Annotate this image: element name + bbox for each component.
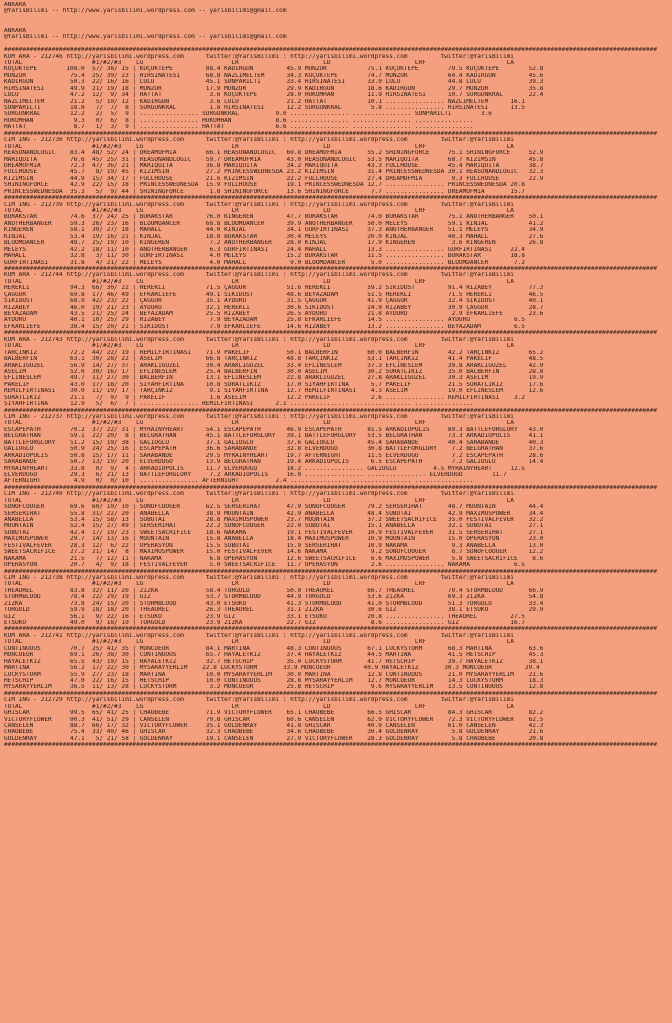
table-row: BEYAZADAM 43.5 21/ 25/ 24 | BEYAZADAM 25.5 RIZABEY 26.5 AYDURU 21.8 AYDURU 2.9 EFKARLIEFE 23.6 [4,311,544,317]
column-header: TOTAL #1/#2/#3 LG LR LD LRF LA [4,343,514,350]
table-row: MOUNTAIN 52.4 15/ 27/ 49 | SERSERIHAT 22.2 SONOFCOOGER 22.0 SUBUTAI 15.1 ANABELLA 32.1 SUBUTAI 27.1 [4,523,544,530]
table-row: PAKELIF 43.0 17/ 18/ 20 | SIYAHFIRTINA 10.8 SÜRATLIKIZ 17.0 SIYAHFIRTINA 5.7 PAKELIF 21.5 SÜRATLIKIZ 17.6 [4,381,544,388]
table-row: MELEYS 42.2 18/ 11/ 10 | ANOTHERBANGER 6.3 GÜRFIRTINASI 24.4 MAHALL 13.3 ................ GÜRFIRTINASI 22.4 [4,246,525,253]
column-header: TOTAL #1/#2/#3 LG LR LD LRF LA [4,497,514,504]
table-row: CONTINUOUS 70.7 25/ 41/ 35 | MONCOEUR 84.1 MARTINA 48.3 CONTINUOUS 67.1 LUCKYSTORM 68.3 MARTINA 63.6 [4,645,544,652]
table-row: CANSELEN 88.7 66/ 17/ 32 | VICTORYFLOWER 35.1 GOLDENRAY 41.8 GHISCAR 40.9 CANSELEN 61.0 CANSELEN 42.3 [4,723,544,729]
column-header: TOTAL #1/#2/#3 LG LR LD LRF LA [4,208,514,214]
table-row: GOLDENRAY 47.1 5/ 21/ 58 | GOLDENRAY 19.1 CANSELEN 27.0 VICTORYFLOWER 28.3 GOLDENRAY 5.8 CHAOBEBE 20.8 [4,735,544,742]
race-title: CIM ING - 212739 http://yarisbilimi.wordpress.com twitter:@YarisBilimi : http://yarisbilimi.wordpress.com twitter:@YarisBilimi [4,201,514,208]
column-header: TOTAL #1/#2/#3 LG LR LD LRF LA [4,581,514,588]
race-title: KUM ARA - 212744 http://yarisbilimi.wordpress.com twitter:@YarisBilimi : http://yarisbilimi.wordpress.com twitter:@YarisBilimi [4,272,514,279]
table-row: SUBUTAI 42.4 17/ 19/ 23 | SWEETSACRIFICE 18.6 NAKAMA 19.1 FESTIVALFEVER 10.9 FESTIVALFEVER 31.5 SERSERIHAT 27.1 [4,529,544,536]
table-row: GHISCAR 99.5 65/ 41/ 25 | CHAOBEBE 71.9 VICTORYFLOWER 65.1 CHAOBEBE 66.5 GHISCAR 84.3 GHISCAR 82.2 [4,710,544,717]
table-row: STORMBLOOD 78.4 22/ 29/ 19 | GIZ 53.7 STORMBLOOD 44.9 TORGOLD 53.6 ZIZKA 69.3 ZIZKA 54.8 [4,594,544,601]
table-row: HATTAT 8.7 1/ 3/ 9 | ................ HATTAT 6.6 ................ ................ ................ [4,124,474,131]
table-row: SIYAHFIRTINA 12.9 5/ 6/ 7 | ................ REMILFIRTINASI 2.1 ................ ................ ................ [4,401,474,408]
table-row: BATTLEFORGLORY 51.2 15/ 19/ 38 | GALIOGLU 37.1 GALIOGLU 37.6 GALIOGLU 45.4 SARABANDE 40.4 SARABANDE 40.3 [4,439,544,446]
separator-line: ################################################################################################################################################################################## [4,484,658,491]
table-row: EFKARLIEFE 38.4 15/ 20/ 21 | SIKIDOST 7.9 EFKARLIEFE 14.6 RIZABEY 13.2 ................ BEYAZADAM 6.5 [4,323,525,330]
separator-line: ################################################################################################################################################################################## [4,265,658,272]
table-row: SONPARILTI 18.8 7/ 7/ 8 | SÜRGÜNKRAL 1.8 HIRSINATESI 12.2 SÜRGÜNKRAL 5.8 ................ HIRSINATESI 13.5 [4,105,525,111]
table-row: BURAKSTAR 74.6 37/ 24/ 25 | BURAKSTAR 76.0 KINGEREN 47.7 BURAKSTAR 74.0 BURAKSTAR 75.1 ANOTHERBANGER 50.1 [4,214,544,221]
table-row: TORGOLD 59.9 18/ 18/ 20 | THEAUREL 26.3 THEAUREL 31.1 ZIZKA 30.6 GIZ 38.1 ETSUKO 29.9 [4,607,544,614]
column-header: TOTAL #1/#2/#3 LG LR LD LRF LA [4,703,514,710]
table-row: HIRSINATESI 49.9 21/ 19/ 18 | MUNZUR 17.9 MUNZUR 29.9 KADIRGÜN 18.6 KADIRGÜN 29.7 MUNZUR 35.8 [4,85,544,92]
table-row: ANABELLA 53.4 15/ 58/ 13 | SUBUTAI 28.8 MAXIMUSPOWER 23.7 MOUNTAIN 37.2 SWEETSACRIFICE 35.0 FESTIVALFEVER 32.2 [4,517,544,523]
separator-line: ################################################################################################################################################################################## [4,690,658,697]
column-header: TOTAL #1/#2/#3 LG LR LD LRF LA [4,143,514,150]
separator-line: ################################################################################################################################################################################## [4,195,658,202]
race-title: CIM ING - 212740 http://yarisbilimi.wordpress.com twitter:@YarisBilimi : http://yarisbilimi.wordpress.com twitter:@YarisBilimi [4,491,514,498]
table-row: SÜRATLIKIZ 21.1 7/ 9/ 9 | PAKELIF 1.6 ASELIM 12.2 PAKELIF 2.6 ................ REMILFIRTINASI 3.2 [4,394,525,401]
header-line: ANKARA [4,2,27,8]
table-row: DREAMOFMIA 72.3 47/ 36/ 21 | MARIQUITA 36.8 MARIQUITA 34.2 MARIQUITA 43.3 FULLHOUSE 45.4 MARIQUITA 38.7 [4,162,544,169]
table-row: LULU 47.2 12/ 9/ 34 | HATTAT 3.6 KÜÇÜKTEPE 28.0 HÜKÜMHAN 11.9 HIRSINATESI 10.7 SÜRGÜNKRAL 22.4 [4,92,544,99]
table-row: ZIZKA 73.8 24/ 15/ 20 | STORMBLOOD 43.0 ETSUKO 41.3 STORMBLOOD 41.0 STORMBLOOD 51.3 TORGOLD 33.4 [4,600,544,607]
table-row: FESTIVALFEVER 28.3 12/ 6/ 22 | OPERASYON 15.5 SUBUTAI 15.9 SERSERIHAT 10.9 NAKAMA 9.3 ANABELLA 13.0 [4,542,544,549]
table-row: NAKAMA 21.5 7/ 12/ 11 | NAKAMA 6.8 OPERASYON 12.6 SWEETSACRIFICE 6.6 MAXIMUSPOWER 5.8 SWEETSACRIFICE 8.6 [4,555,544,562]
table-row: SONOFCOOGER 69.6 60/ 10/ 10 | SONOFCOOGER 62.5 SERSERIHAT 47.9 SONOFCOOGER 79.2 SERSERIHAT 48.7 MOUNTAIN 44.4 [4,504,544,511]
text-document [4,2,670,749]
separator-line: ################################################################################################################################################################################## [4,626,658,633]
table-row: KIZIMSIN 44.9 15/ 34/ 17 | FULLHOUSE 21.6 KIZIMSIN 22.2 FULLHOUSE 27.4 DREAMOFMIA 9.3 FULLHOUSE 22.9 [4,175,544,182]
table-row: SARABANDE 50.7 13/ 19/ 20 | ELVERDUGO 13.9 BELGRATHAN 19.4 ARKADIOPOLIS 6.5 ESCAPEPATH 7.2 GALIOGLU 14.4 [4,459,544,466]
header-line: @YarisBilimi -- http://www.yarisbilimi.wordpress.com -- yarisbilimi@gmail.com [4,34,287,41]
column-header: TOTAL #1/#2/#3 LG LR LD LRF LA [4,639,514,646]
table-row: SWEETSACRIFICE 27.2 21/ 14/ 8 | MAXIMUSPOWER 15.0 FESTIVALFEVER 14.6 NAKAMA 9.2 SONOFCOOGER 8.7 SONOFCOOGER 12.2 [4,549,544,556]
table-row: AFTERNIGHT 4.9 0/ 0/ 10 | ................ AFTERNIGHT 2.4 ................ ................ ................ [4,478,474,485]
table-row: MARTINA 56.2 17/ 22/ 30 | MYSARAYYERLIM 22.8 LUCKYSTORM 33.9 MONCOEUR 40.9 HAYALETKIZ 30.3 MONCOEUR 29.4 [4,665,540,672]
race-title: CIM ING - 212729 http://yarisbilimi.wordpress.com twitter:@YarisBilimi : http://yarisbilimi.wordpress.com twitter:@YarisBilimi [4,697,514,704]
table-row: MONCOEUR 69.1 26/ 38/ 30 | CONTINUOUS 65.7 HAYALETKIZ 37.4 HAYALETKIZ 44.5 MARTINA 41.5 HETSCHIP 45.3 [4,652,544,659]
separator-line: ################################################################################################################################################################################## [4,742,658,749]
table-row: REMILFIRTINASI 30.0 11/ 19/ 17 | TARÇINKIZ 9.1 SIYAHFIRTINA 12.7 REMILFIRTINASI 4.3 ASELIM 19.0 EFLINESLEM 12.6 [4,388,544,395]
table-row: CHAOBEBE 75.4 33/ 40/ 46 | GHISCAR 32.3 CHAOBEBE 34.6 CHAOBEBE 30.4 GOLDENRAY 5.8 GOLDENRAY 21.6 [4,729,544,736]
table-row: BLOOMDANCER 48.7 25/ 19/ 10 | KINGEREN 7.2 ANOTHERBANGER 28.0 KINJAL 17.9 KINGEREN 3.6 KINGEREN 26.8 [4,240,544,247]
table-row: HÜKÜMHAN 9.3 0/ 6/ 8 | ................ HÜKÜMHAN 8.6 ................ ................ ................ [4,117,474,124]
column-header: TOTAL #1/#2/#3 LG LR LD LRF LA [4,278,514,285]
race-title: KUM ARA - 212746 http://yarisbilimi.wordpress.com twitter:@YarisBilimi : http://yarisbilimi.wordpress.com twitter:@YarisBilimi [4,53,514,60]
table-row: ESCAPEPATH 70.2 37/ 22/ 31 | MYRAINYHEART 54.1 ESCAPEPATH 46.9 ESCAPEPATH 81.5 ARKADIOPOLIS 89.3 BATTLEFORGLORY 43.0 [4,426,544,433]
table-row: AYDURU 40.1 10/ 25/ 29 | RIZABEY 7.9 BEYAZADAM 25.8 EFKARLIEFE 14.5 ................ AYDURU 6.5 [4,317,525,324]
table-row: HEREKLI 94.3 66/ 30/ 22 | HEREKLI 71.5 ÇAGGÜR 51.6 HEREKLI 59.2 SIKIDOST 91.4 RIZABEY 77.3 [4,285,544,292]
table-row: SERSERIHAT 55.8 31/ 22/ 20 | ANABELLA 38.9 MOUNTAIN 42.9 ANABELLA 48.4 SUBUTAI 42.9 MAXIMUSPOWER 34.4 [4,510,544,517]
table-row: HETSCHIP 47.0 22/ 16/ 15 | HETSCHIP 10.0 CONTINUOUS 28.8 MYSARAYYERLIM 12.7 MONCOEUR 14.3 LUCKYSTORM 18.3 [4,677,544,684]
table-row: GALIOGLU 50.9 24/ 25/ 16 | ESCAPEPATH 36.6 SARABANDE 32.8 ELVERDUGO 30.8 BATTLEFORGLORY 7.2 BELGRATHAN 37.6 [4,446,544,453]
table-row: SHININGFORCE 42.9 22/ 15/ 18 | PRINCESSWEDNESDA 15.9 FULLHOUSE 19.1 PRINCESSWEDNESDA 12.7 ................ PRINCESSWEDNESDA 20.8 [4,182,525,189]
table-row: FULLHOUSE 45.7 8/ 19/ 45 | KIZIMSIN 27.2 PRINCESSWEDNESDA 23.2 KIZIMSIN 31.4 PRINCESSWEDNESDA 30.1 REASONANDLOGIC 32.3 [4,169,544,176]
separator-line: ################################################################################################################################################################################## [4,407,658,414]
race-title: CIM ING - 212738 http://yarisbilimi.wordpress.com twitter:@YarisBilimi : http://yarisbilimi.wordpress.com twitter:@YarisBilimi [4,574,514,581]
table-row: MAXIMUSPOWER 29.7 14/ 13/ 16 | MOUNTAIN 15.8 ANABELLA 18.4 MAXIMUSPOWER 10.9 MOUNTAIN 15.0 OPERASYON 23.0 [4,536,544,543]
table-row: RIZABEY 46.0 19/ 21/ 23 | AYDURU 32.1 HEREKLI 30.6 SIKIDOST 24.9 RIZABEY 30.9 ÇAGGÜR 28.7 [4,304,544,311]
table-row: GIZ 56.1 9/ 22/ 16 | ETSUKO 23.9 GIZ 33.1 ETSUKO 20.8 ................ THEAUREL 27.5 [4,613,525,620]
table-row: MYSARAYYERLIM 36.5 11/ 13/ 28 | LUCKYSTORM 3.2 MONCOEUR 25.8 HETSCHIP 9.6 MYSARAYYERLIM 13.5 CONTINUOUS 12.8 [4,684,544,691]
header-line: ANKARA [4,27,27,34]
table-row: ETSUKO 49.0 9/ 18/ 19 | TORGOLD 23.9 ZIZKA 22.7 GIZ 8.6 ................ GIZ 16.7 [4,620,525,626]
table-row: MYRAINYHEART 33.8 0/ 9/ 4 | ARKADIOPOLIS 11.7 ELVERDUGO 18.2 ................ GALIOGLU 4.5 MYRAINYHEART 12.5 [4,465,525,472]
table-row: NAZLIMELTEM 21.2 5/ 10/ 12 | KADIRGÜN 3.6 LULU 21.2 HATTAT 10.1 ................ NAZLIMELTEM 16.1 [4,98,525,105]
table-row: LUCKYSTORM 55.9 27/ 23/ 18 | MARTINA 10.0 MYSARAYYERLIM 30.0 MARTINA 12.8 CONTINUOUS 21.0 MYSARAYYERLIM 21.6 [4,671,544,678]
table-row: ÇAGGÜR 69.8 17/ 46/ 49 | EFKARLIEFE 49.1 SIKIDOST 48.6 BEYAZADAM 51.5 HEREKLI 71.5 HEREKLI 46.5 [4,291,544,298]
table-row: SÜRGÜNKRAL 12.2 2/ 5/ 9 | ................ SÜRGÜNKRAL 9.0 ................ ................ SONPARILTI 3.6 [4,111,492,118]
table-row: KÜÇÜKTEPE 108.0 57/ 38/ 15 | KÜÇÜKTEPE 88.4 KADIRGÜN 45.9 MUNZUR 75.1 KÜÇÜKTEPE 79.5 KÜÇÜKTEPE 52.8 [4,66,544,73]
race-title: KUM ARA - 212743 http://yarisbilimi.wordpress.com twitter:@YarisBilimi : http://yarisbilimi.wordpress.com twitter:@YarisBilimi [4,336,514,343]
header-line: @YarisBilimi -- http://www.yarisbilimi.wordpress.com -- yarisbilimi@gmail.com [4,8,287,15]
table-row: EFLINESLEM 49.7 11/ 27/ 30 | BALBERFIN 13.1 EFLINESLEM 22.8 ARAKLIGÜZEL 27.8 ARAKLIGÜZEL 30.3 ASELIM 19.9 [4,375,544,382]
race-title: CIM ING - 212737 http://yarisbilimi.wordpress.com twitter:@YarisBilimi : http://yarisbilimi.wordpress.com twitter:@YarisBilimi [4,414,514,420]
race-title: CIM ING - 212730 http://yarisbilimi.wordpress.com twitter:@YarisBilimi : http://yarisbilimi.wordpress.com twitter:@YarisBilimi [4,137,514,144]
table-row: MARIQUITA 76.6 45/ 25/ 31 | REASONANDLOGIC 59.7 DREAMOFMIA 43.0 REASONANDLOGIC 53.5 MARIQUITA 68.7 KIZIMSIN 45.8 [4,156,544,163]
table-row: THEAUREL 83.8 32/ 11/ 20 | ZIZKA 58.4 TORGOLD 50.0 THEAUREL 66.7 THEAUREL 70.4 STORMBLOOD 66.9 [4,587,544,594]
table-row: BALBERFIN 63.1 30/ 28/ 22 | ASELIM 66.8 TARÇINKIZ 48.8 TARÇINKIZ 53.1 TARÇINKIZ 41.4 PAKELIF 48.5 [4,356,544,363]
table-row: MUNZUR 75.4 25/ 39/ 23 | HIRSINATESI 68.8 NAZLIMELTEM 34.3 KÜÇÜKTEPE 74.7 MUNZUR 64.4 KADIRGÜN 45.6 [4,72,544,79]
table-row: ARKADIOPOLIS 50.8 15/ 17/ 11 | SARABANDE 29.5 MYRAINYHEART 19.7 AFTERNIGHT 11.5 ELVERDUGO 7.2 ESCAPEPATH 28.6 [4,452,544,459]
table-row: OPERASYON 20.7 4/ 9/ 18 | FESTIVALFEVER 5.0 SWEETSACRIFICE 11.7 OPERASYON 2.6 ................ NAKAMA 6.5 [4,562,525,569]
column-header: TOTAL #1/#2/#3 LG LR LD LRF LA [4,420,514,427]
table-row: BELGRATHAN 59.1 22/ 20/ 8 | BELGRATHAN 45.1 BATTLEFORGLORY 39.1 BATTLEFORGLORY 53.5 BELGRATHAN 73.3 ARKADIOPOLIS 41.1 [4,433,544,440]
separator-line: ################################################################################################################################################################################## [4,330,658,337]
table-row: VICTORYFLOWER 90.3 41/ 51/ 29 | CANSELEN 70.8 GHISCAR 60.6 CANSELEN 62.9 VICTORYFLOWER 72.3 VICTORYFLOWER 62.5 [4,716,544,723]
table-row: REASONANDLOGIC 83.4 48/ 52/ 24 | DREAMOFMIA 66.1 REASONANDLOGIC 69.8 DREAMOFMIA 55.2 SHININGFORCE 75.1 SHININGFORCE 52.9 [4,150,544,157]
table-row: ASELIM 52.0 30/ 16/ 17 | EFLINESLEM 25.4 BALBERFIN 30.0 ASELIM 30.2 SÜRATLIKIZ 35.0 BALBERFIN 28.8 [4,368,544,375]
separator-line: ################################################################################################################################################################################## [4,130,658,137]
separator-line: ################################################################################################################################################################################## [4,568,658,575]
table-row: KADIRGÜN 50.3 22/ 16/ 16 | LULU 45.1 SONPARILTI 33.4 HIRSINATESI 33.0 LULU 44.8 LULU 39.3 [4,79,544,86]
table-row: HAYALETKIZ 65.5 43/ 19/ 15 | HAYALETKIZ 32.7 HETSCHIP 35.0 LUCKYSTORM 41.7 HETSCHIP 39.7 HAYALETKIZ 38.1 [4,658,544,665]
race-title: KUM ARA - 212741 http://yarisbilimi.wordpress.com twitter:@YarisBilimi : http://yarisbilimi.wordpress.com twitter:@YarisBilimi [4,632,514,639]
table-row: SIKIDOST 68.9 42/ 23/ 22 | ÇAGGÜR 35.1 AYDURU 31.5 ÇAGGÜR 41.9 ÇAGGÜR 32.4 SIKIDOST 40.1 [4,298,544,305]
table-row: ANOTHERBANGER 59.3 26/ 23/ 16 | BLOOMDANCER 68.8 BLOOMDANCER 39.9 ANOTHERBANGER 50.0 MELEYS 59.1 KINJAL 41.2 [4,220,544,227]
table-row: KINGEREN 58.1 30/ 27/ 18 | MAHALL 44.0 KINJAL 34.1 GÜRFIRTINASI 37.3 ANOTHERBANGER 51.1 MELEYS 34.9 [4,227,544,234]
table-row: GÜRFIRTINASI 31.8 4/ 21/ 22 | MELEYS 4.0 MAHALL 9.0 BLOOMDANCER 5.0 ................ BLOOMDANCER 7.2 [4,259,525,266]
table-row: PRINCESSWEDNESDA 35.3 5/ 9/ 44 | SHININGFORCE 1.8 SHININGFORCE 13.6 SHININGFORCE 7.7 ................ DREAMOFMIA 15.7 [4,188,525,195]
table-row: KINJAL 53.4 19/ 16/ 21 | KINJAL 18.8 BURAKSTAR 30.4 MELEYS 20.0 KINJAL 40.3 MAHALL 27.6 [4,233,544,240]
table-row: MAHALL 32.8 3/ 11/ 30 | GÜRFIRTINASI 4.0 MELEYS 15.2 BURAKSTAR 11.5 ................ BURAKSTAR 18.8 [4,253,525,260]
table-row: TARÇINKIZ 72.2 44/ 22/ 19 | REMILFIRTINASI 71.9 PAKELIF 50.1 BALBERFIN 60.0 BALBERFIN 42.2 TARÇINKIZ 65.2 [4,349,544,356]
column-header: TOTAL #1/#2/#3 LG LR LD LRF LA [4,59,514,66]
table-row: ELVERDUGO 29.3 6/ 21/ 13 | BATTLEFORGLORY 7.2 ARKADIOPOLIS 16.0 ................ ................ ELVERDUGO 11.7 [4,471,507,478]
table-row: ARAKLIGÜZEL 56.9 14/ 27/ 37 | ARAKLIGÜZEL 30.4 ARAKLIGÜZEL 33.4 EFLINESLEM 37.3 EFLINESLEM 39.8 ARAKLIGÜZEL 42.9 [4,362,544,369]
separator-line: ################################################################################################################################################################################## [4,47,658,54]
